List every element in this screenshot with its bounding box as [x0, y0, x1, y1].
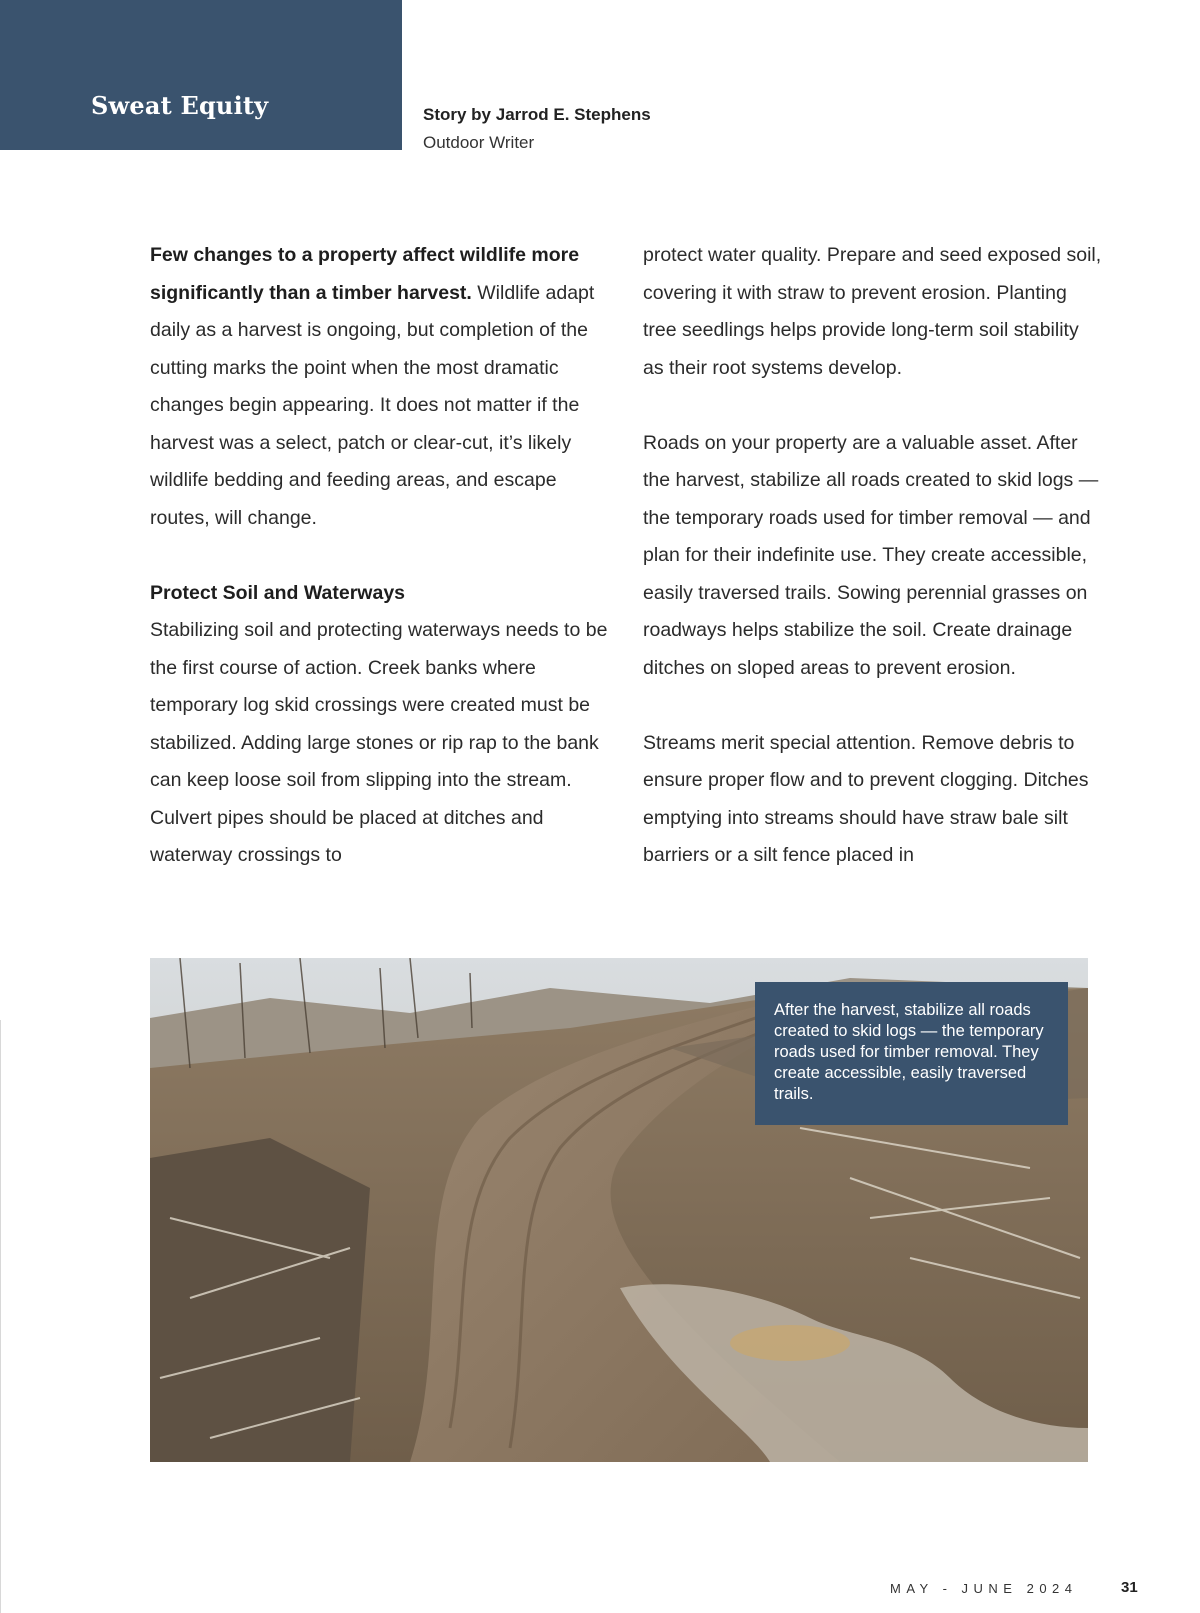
- section-subhead: Protect Soil and Waterways: [150, 581, 406, 604]
- paragraph-water-quality: protect water quality. Prepare and seed exposed soil, covering it with straw to prevent erosion. Planting tree seedlings helps provide long-term soil stability as their root systems develop.: [643, 244, 1102, 379]
- protect-section: [150, 575, 620, 875]
- photo-caption: After the harvest, stabilize all roads created to skid logs — the temporary roads used for timber removal. They create accessible, easily traversed trails.: [755, 982, 1068, 1125]
- article-column-right: [643, 237, 1103, 875]
- page-number: 31: [1121, 1579, 1138, 1596]
- lead-body-text: Wildlife adapt daily as a harvest is ongoing, but completion of the cutting marks the point when the most dramatic changes begin appearing. It does not matter if the harvest was a select, patch or clear-cut, it’s likely wildlife bedding and feeding areas, and escape routes, will change.: [150, 281, 595, 529]
- paragraph-roads: Roads on your property are a valuable asset. After the harvest, stabilize all roads created to skid logs —the temporary roads used for timber removal — and plan for their indefinite use. They create accessible, easily traversed trails. Sowing perennial grasses on roadways helps stabilize the soil. Create drainage ditches on sloped areas to prevent erosion.: [643, 431, 1099, 679]
- issue-date: MAY - JUNE 2024: [890, 1581, 1078, 1596]
- author-name: Story by Jarrod E. Stephens: [423, 105, 651, 124]
- protect-paragraph: Stabilizing soil and protecting waterways needs to be the first course of action. Creek banks where temporary log skid crossings were created must be stabilized. Adding large stones or rip rap to the bank can keep loose soil from slipping into the stream. Culvert pipes should be placed at ditches and waterway crossings to: [150, 619, 608, 866]
- lead-bold-text: Few changes to a property affect wildlife more significantly than a timber harvest.: [150, 244, 580, 304]
- byline: [423, 105, 651, 153]
- lead-paragraph: [150, 237, 620, 537]
- author-role: Outdoor Writer: [423, 133, 535, 152]
- paragraph-streams: Streams merit special attention. Remove debris to ensure proper flow and to prevent clogging. Ditches emptying into streams should have straw bale silt barriers or a silt fence placed in: [643, 731, 1089, 866]
- section-title: Sweat Equity: [91, 91, 269, 120]
- article-column-left: [150, 237, 620, 875]
- page-edge: [0, 1020, 1, 1613]
- section-title-banner: [0, 0, 402, 150]
